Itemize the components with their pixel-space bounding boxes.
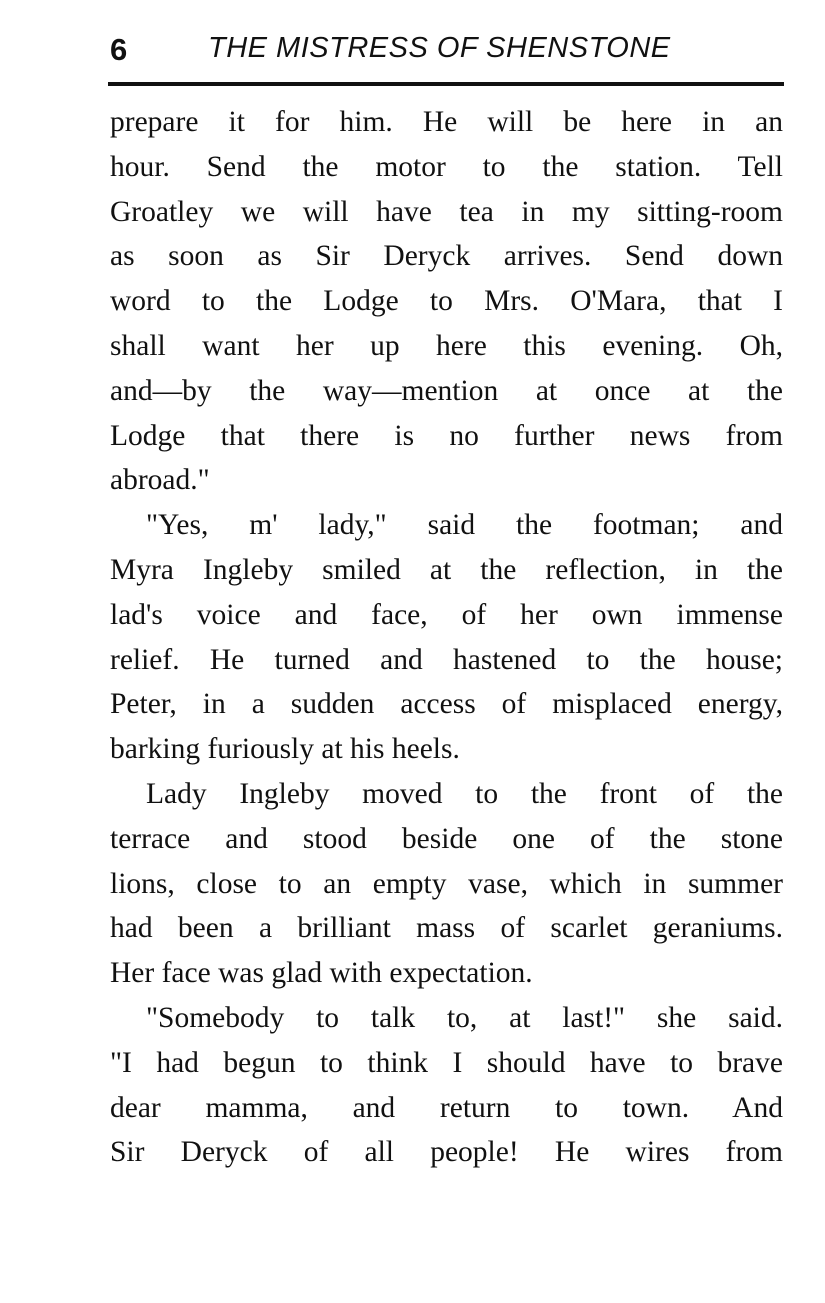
text-line: hour. Send the motor to the station. Tell	[110, 150, 783, 183]
text-line: Her face was glad with expectation.	[110, 957, 533, 990]
text-line: Lodge that there is no further news from	[110, 419, 783, 452]
text-line: lions, close to an empty vase, which in summer	[110, 867, 783, 900]
text-line: relief. He turned and hastened to the house;	[110, 643, 783, 676]
page-number: 6	[110, 32, 128, 67]
text-line: Lady Ingleby moved to the front of the	[146, 777, 783, 810]
text-line: as soon as Sir Deryck arrives. Send down	[110, 240, 783, 273]
text-line: Sir Deryck of all people! He wires from	[110, 1136, 783, 1169]
text-line: word to the Lodge to Mrs. O'Mara, that I	[110, 285, 783, 318]
text-line: "I had begun to think I should have to brave	[110, 1046, 783, 1079]
text-line: "Yes, m' lady," said the footman; and	[146, 509, 783, 542]
text-line: abroad."	[110, 464, 210, 497]
text-line: and—by the way—mention at once at the	[110, 374, 783, 407]
text-line: shall want her up here this evening. Oh,	[110, 329, 783, 362]
text-line: "Somebody to talk to, at last!" she said.	[146, 1001, 783, 1034]
text-line: barking furiously at his heels.	[110, 733, 460, 766]
text-line: Myra Ingleby smiled at the reflection, in the	[110, 553, 783, 586]
text-line: terrace and stood beside one of the stone	[110, 822, 783, 855]
text-line: prepare it for him. He will be here in an	[110, 106, 783, 138]
body-text	[110, 100, 783, 1175]
text-line: Groatley we will have tea in my sitting-room	[110, 195, 783, 228]
running-title: THE MISTRESS OF SHENSTONE	[208, 32, 671, 64]
text-line: lad's voice and face, of her own immense	[110, 598, 783, 631]
text-line: Peter, in a sudden access of misplaced energy,	[110, 688, 783, 721]
text-line: had been a brilliant mass of scarlet geraniums.	[110, 912, 783, 945]
header-rule	[108, 82, 784, 86]
text-line: dear mamma, and return to town. And	[110, 1091, 783, 1124]
running-header	[108, 28, 784, 76]
